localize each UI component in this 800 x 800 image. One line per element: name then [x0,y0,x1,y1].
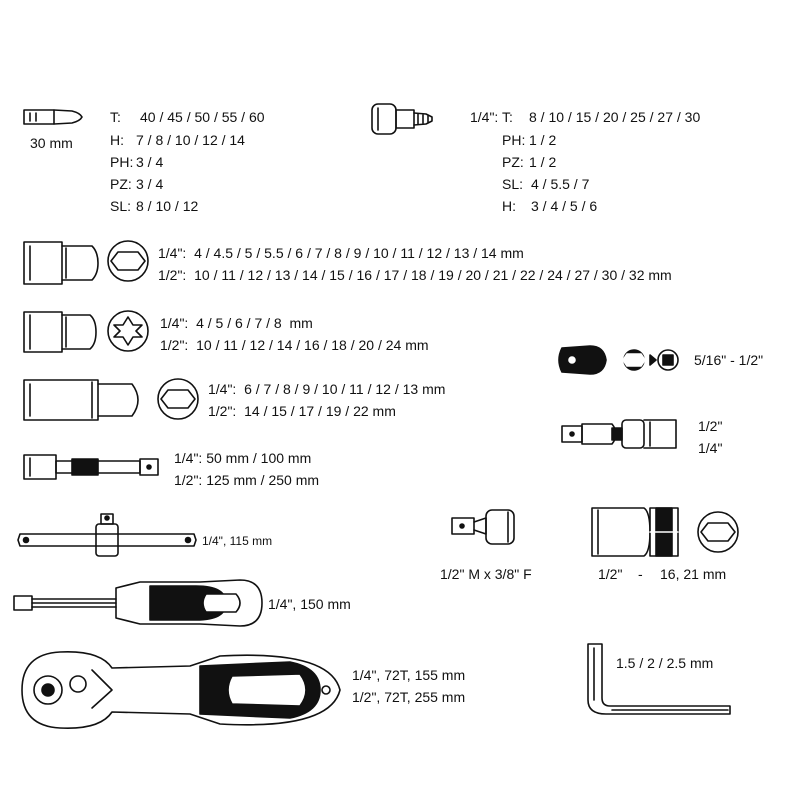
bits-row-value: 8 / 10 / 12 [136,198,199,214]
bit-sockets-row-value: 8 / 10 / 15 / 20 / 25 / 27 / 30 [529,109,701,125]
ratchet-row-quarter: 1/4", 72T, 155 mm [352,667,466,683]
bits-row-label: PH: [110,154,134,170]
torx-sockets-row-quarter: 1/4": 4 / 5 / 6 / 7 / 8 mm [160,315,313,331]
spark-plug-socket-drive: 1/2" [598,566,623,582]
bit-sockets-drive: 1/4": [470,109,499,125]
torx-socket-icon [24,312,96,352]
deep-sockets-row-quarter: 1/4": 6 / 7 / 8 / 9 / 10 / 11 / 12 / 13 mm [208,381,446,397]
bit-sockets-row-label: T: [502,109,513,125]
bit-socket-icon [372,104,432,134]
hex-sockets-row-quarter: 1/4": 4 / 4.5 / 5 / 5.5 / 6 / 7 / 8 / 9 / 10 / 11 / 12 / 13 / 14 mm [158,245,524,261]
extension-bar-icon [24,455,158,479]
deep-socket-icon [24,380,138,420]
bits-row-label: T: [110,109,121,125]
extensions-row-quarter: 1/4": 50 mm / 100 mm [174,450,312,466]
ratchet-icon [22,652,340,728]
bit-sockets-row-value: 4 / 5.5 / 7 [531,176,590,192]
bits-row-value: 3 / 4 [136,154,164,170]
spark-plug-socket-end-icon [698,512,738,552]
bits-row-value: 3 / 4 [136,176,164,192]
bit-sockets-row-label: PH: [502,132,526,148]
universal-joint-label-quarter: 1/4" [698,440,723,456]
bits-row-value: 7 / 8 / 10 / 12 / 14 [136,132,245,148]
hex-sockets-row-half: 1/2": 10 / 11 / 12 / 13 / 14 / 15 / 16 / 17 / 18 / 19 / 20 / 21 / 22 / 24 / 27 / 30 / 32 mm [158,267,672,283]
bit-sockets-row-value: 3 / 4 / 5 / 6 [531,198,598,214]
universal-joint-icon [562,420,676,448]
bit-sockets-row-label: SL: [502,176,524,192]
spark-plug-socket-dash: - [638,566,643,582]
hex-socket-end-icon [108,241,148,281]
bits-row-value: 40 / 45 / 50 / 55 / 60 [140,109,265,125]
universal-joint-label-half: 1/2" [698,418,723,434]
spark-plug-socket-icon [592,508,678,556]
bit-adapter-label: 5/16" - 1/2" [694,352,764,368]
bits-row-label: H: [110,132,124,148]
bits-row-label: SL: [110,198,132,214]
deep-socket-end-icon [158,379,198,419]
hex-keys-label: 1.5 / 2 / 2.5 mm [616,655,714,671]
bit-sockets-row-value: 1 / 2 [529,154,557,170]
screwdriver-handle-label: 1/4", 150 mm [268,596,351,612]
t-handle-label: 1/4", 115 mm [202,534,273,548]
bit-sockets-row-label: PZ: [502,154,524,170]
ratchet-row-half: 1/2", 72T, 255 mm [352,689,466,705]
bits-row-label: PZ: [110,176,132,192]
deep-sockets-row-half: 1/2": 14 / 15 / 17 / 19 / 22 mm [208,403,396,419]
reducer-adapter-icon [452,510,514,544]
spark-plug-socket-sizes: 16, 21 mm [660,566,727,582]
screwdriver-handle-icon [14,580,262,626]
extensions-row-half: 1/2": 125 mm / 250 mm [174,472,320,488]
bit-length-label: 30 mm [30,135,73,151]
screwdriver-bit-icon [24,110,82,124]
reducer-label: 1/2" M x 3/8" F [440,566,532,582]
bit-adapter-icon [559,346,678,374]
torx-sockets-row-half: 1/2": 10 / 11 / 12 / 14 / 16 / 18 / 20 / 24 mm [160,337,429,353]
hex-socket-icon [24,242,98,284]
torx-socket-end-icon [108,311,148,351]
t-handle-icon [18,514,196,556]
bit-sockets-row-value: 1 / 2 [529,132,557,148]
bit-sockets-row-label: H: [502,198,516,214]
